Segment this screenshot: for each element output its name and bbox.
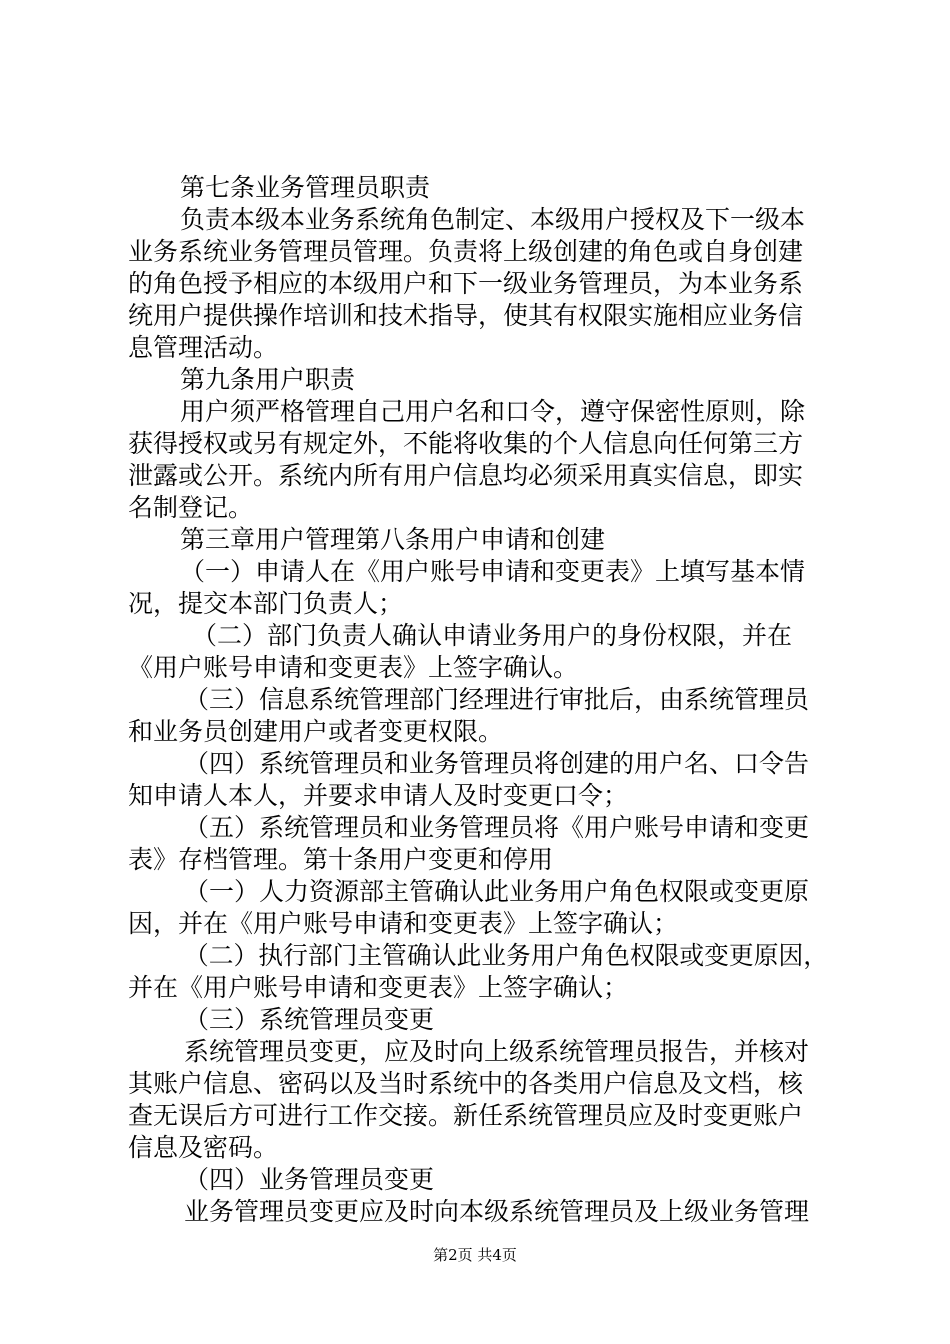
paragraph-line: 系统管理员变更，应及时向上级系统管理员报告，并核对 <box>184 1037 810 1066</box>
paragraph-line: 《用户账号申请和变更表》上签字确认。 <box>128 653 579 682</box>
paragraph-line: 并在《用户账号申请和变更表》上签字确认； <box>128 973 629 1002</box>
paragraph-line: 表》存档管理。第十条用户变更和停用 <box>128 845 554 874</box>
paragraph-line: （三）系统管理员变更 <box>184 1005 435 1034</box>
paragraph-line: （一）申请人在《用户账号申请和变更表》上填写基本情 <box>180 557 806 586</box>
paragraph-line: （四）系统管理员和业务管理员将创建的用户名、口令告 <box>184 749 810 778</box>
paragraph-line: 业务管理员变更应及时向本级系统管理员及上级业务管理 <box>184 1197 810 1226</box>
paragraph-line: 负责本级本业务系统角色制定、本级用户授权及下一级本 <box>180 205 806 234</box>
paragraph-line: （五）系统管理员和业务管理员将《用户账号申请和变更 <box>184 813 810 842</box>
heading-article-7: 第七条业务管理员职责 <box>180 173 431 202</box>
page-number-footer: 第2页 共4页 <box>433 1246 517 1264</box>
paragraph-line: （四）业务管理员变更 <box>184 1165 435 1194</box>
paragraph-line: 名制登记。 <box>128 493 254 522</box>
paragraph-line: 查无误后方可进行工作交接。新任系统管理员应及时变更账户 <box>128 1101 804 1130</box>
paragraph-line: （一）人力资源部主管确认此业务用户角色权限或变更原 <box>184 877 810 906</box>
paragraph-line: 况，提交本部门负责人； <box>128 589 404 618</box>
paragraph-line: 知申请人本人，并要求申请人及时变更口令； <box>128 781 629 810</box>
paragraph-line: 用户须严格管理自己用户名和口令，遵守保密性原则，除 <box>180 397 806 426</box>
paragraph-line: （二）执行部门主管确认此业务用户角色权限或变更原因， <box>184 941 829 970</box>
heading-article-9: 第九条用户职责 <box>180 365 356 394</box>
paragraph-line: 统用户提供操作培训和技术指导，使其有权限实施相应业务信 <box>128 301 804 330</box>
paragraph-line: 和业务员创建用户或者变更权限。 <box>128 717 504 746</box>
paragraph-line: 息管理活动。 <box>128 333 279 362</box>
paragraph-line: 获得授权或另有规定外，不能将收集的个人信息向任何第三方 <box>128 429 804 458</box>
paragraph-line: （二）部门负责人确认申请业务用户的身份权限，并在 <box>192 621 793 650</box>
paragraph-line: 因，并在《用户账号申请和变更表》上签字确认； <box>128 909 679 938</box>
paragraph-line: （三）信息系统管理部门经理进行审批后，由系统管理员 <box>184 685 810 714</box>
paragraph-line: 其账户信息、密码以及当时系统中的各类用户信息及文档，核 <box>128 1069 804 1098</box>
heading-chapter-3: 第三章用户管理第八条用户申请和创建 <box>180 525 606 554</box>
paragraph-line: 业务系统业务管理员管理。负责将上级创建的角色或自身创建 <box>128 237 804 266</box>
paragraph-line: 的角色授予相应的本级用户和下一级业务管理员，为本业务系 <box>128 269 804 298</box>
paragraph-line: 信息及密码。 <box>128 1133 279 1162</box>
paragraph-line: 泄露或公开。系统内所有用户信息均必须采用真实信息，即实 <box>128 461 804 490</box>
